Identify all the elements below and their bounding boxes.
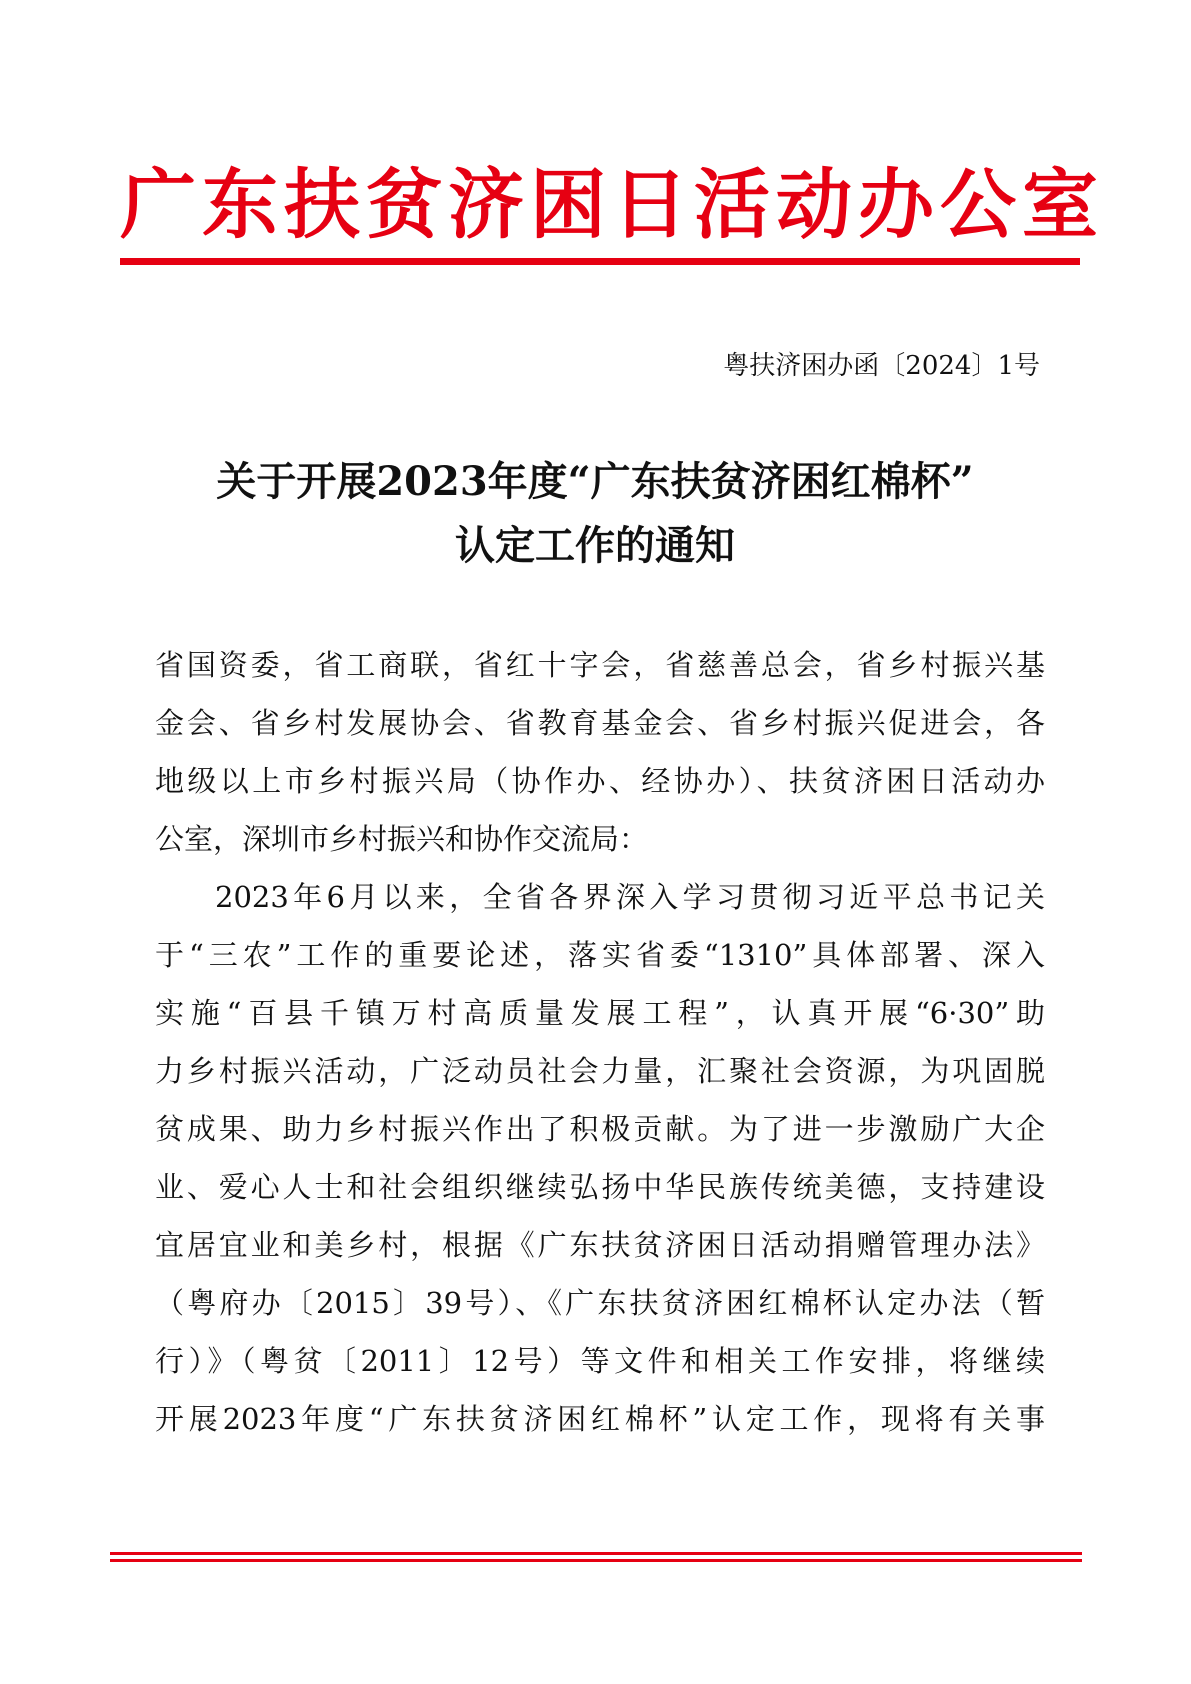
paragraph-line: 力乡村振兴活动，广泛动员社会力量，汇聚社会资源，为巩固脱 [155,1054,1045,1088]
agency-masthead: 广东扶贫济困日活动办公室 [120,160,1104,249]
masthead-red-rule [120,258,1080,265]
footer-red-rule-bottom [110,1559,1082,1562]
paragraph-line: 实施“百县千镇万村高质量发展工程”，认真开展“6·30”助 [155,996,1045,1030]
paragraph-line: 于“三农”工作的重要论述，落实省委“1310”具体部署、深入 [155,938,1045,972]
title-line-1: 关于开展2023年度“广东扶贫济困红棉杯” [216,458,974,505]
title-line-2: 认定工作的通知 [455,522,735,569]
paragraph-line: 行）》（粤贫〔2011〕12号）等文件和相关工作安排，将继续 [155,1344,1045,1378]
paragraph-line: 开展2023年度“广东扶贫济困红棉杯”认定工作，现将有关事 [155,1402,1045,1436]
footer-red-rule-top [110,1552,1082,1555]
notice-body [155,636,1045,1448]
paragraph-line: 业、爱心人士和社会组织继续弘扬中华民族传统美德，支持建设 [155,1170,1045,1204]
addressee-line: 地级以上市乡村振兴局（协作办、经协办）、扶贫济困日活动办 [155,764,1045,798]
paragraph-line: 贫成果、助力乡村振兴作出了积极贡献。为了进一步激励广大企 [155,1112,1045,1146]
addressee-line: 公室，深圳市乡村振兴和协作交流局： [155,822,649,856]
paragraph-line: （粤府办〔2015〕39号）、《广东扶贫济困红棉杯认定办法（暂 [155,1286,1045,1320]
notice-title [120,450,1070,578]
addressee-line: 省国资委，省工商联，省红十字会，省慈善总会，省乡村振兴基 [155,648,1045,682]
paragraph-line: 2023年6月以来，全省各界深入学习贯彻习近平总书记关 [215,880,1045,914]
document-number: 粤扶济困办函〔2024〕1号 [723,351,1040,381]
addressee-line: 金会、省乡村发展协会、省教育基金会、省乡村振兴促进会，各 [155,706,1045,740]
paragraph-line: 宜居宜业和美乡村，根据《广东扶贫济困日活动捐赠管理办法》 [155,1228,1045,1262]
